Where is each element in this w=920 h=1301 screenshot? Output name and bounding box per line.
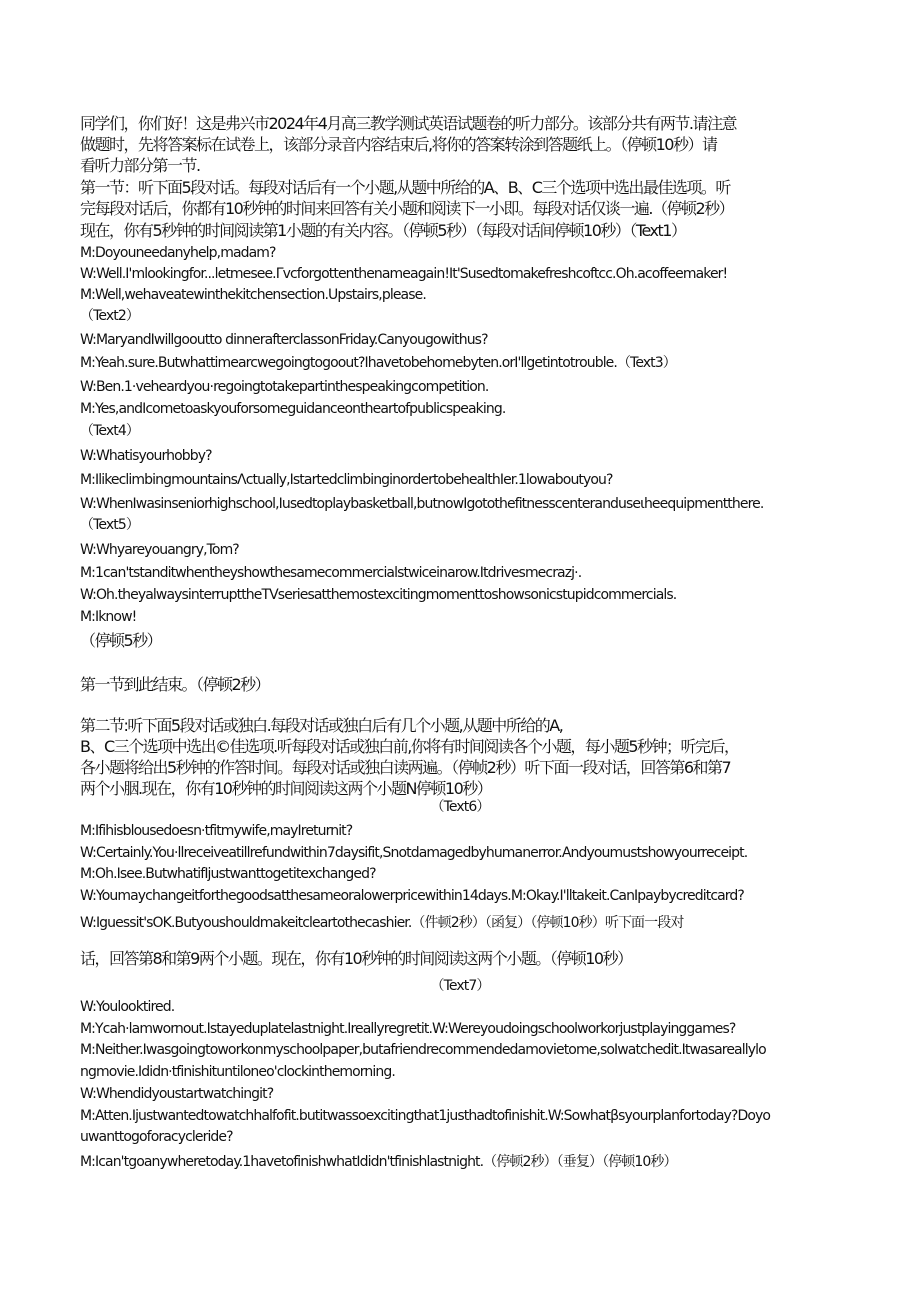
- dialogue-line: M:Ycah·lamwornout.Istayeduplatelastnight.Ireallyregretit.W:Wereyoudoingschoolworkorjustplayinggames?: [80, 1021, 736, 1037]
- dialogue-line: W:Whatisyourhobby?: [80, 448, 212, 464]
- instruction-line: 话，回答第8和第9两个小题。现在，你有10秒钟的时间阅读这两个小题。（停顿10秒）: [80, 949, 632, 968]
- dialogue-line: M:Doyouneedanyhelp,madam?: [80, 245, 276, 261]
- section2-instruction-line: B、C三个选项中选出©佳选项.听每段对话或独白前,你将有时间阅读各个小题，每小题5秒钟；听完后，: [80, 737, 739, 756]
- dialogue-line: ngmovie.Ididn·tfinishituntiloneo'clockinthemorning.: [80, 1064, 395, 1080]
- dialogue-line: M:Oh.Isee.ButwhatifIjustwanttogetitexchanged?: [80, 866, 376, 882]
- dialogue-line: W:Youmaychangeitforthegoodsatthesameoralowerpricewithin14days.M:Okay.I'lltakeit.CanIpaybycreditcard?: [80, 888, 744, 904]
- dialogue-line: M:Yeah.sure.Butwhattimearcwegoingtogoout?Ihavetobehomebyten.orI'llgetintotrouble.（Text3）: [80, 355, 676, 371]
- dialogue-line: M:Ican'tgoanywheretoday.1havetofinishwhatIdidn'tfinishlastnight.（停顿2秒）（垂复）（停顿10秒）: [80, 1154, 677, 1170]
- dialogue-line: M:IlikeclimbingmountainsΛctually,IstartedclimbinginordertobehealthIer.1lowaboutyou?: [80, 472, 613, 488]
- section2-instruction-line: 各小题将给出5秒钟的作答时间。每段对话或独白读两遍。（停帧2秒）听下面一段对话，回答第6和第7: [80, 758, 731, 777]
- intro-line: 同学们，你们好！这是弗兴市2024年4月高三教学测试英语试题卷的听力部分。该部分共有两节.请注意: [80, 114, 736, 133]
- dialogue-line: W:Ben.1·veheardyou·regoingtotakepartinthespeakingcompetition.: [80, 379, 489, 395]
- dialogue-line: W:MaryandIwillgooutto dinnerafterclassonFriday.Canyougowithus?: [80, 332, 488, 348]
- dialogue-line: W:Whyareyouangry,Tom?: [80, 542, 239, 558]
- intro-line: 看听力部分第一节.: [80, 156, 200, 175]
- pause-note: （停顿5秒）: [80, 631, 162, 650]
- section1-instruction-line: 现在，你有5秒钟的时间阅读第1小题的有关内容。（停顿5秒）（每段对话间停顿10秒）（Text1）: [80, 221, 686, 240]
- text-label: （Text6）: [430, 799, 490, 815]
- section1-instruction-line: 完每段对话后，你都有10秒钟的时间来回答有关小题和阅读下一小即。每段对话仅谈一遍.（停顿2秒）: [80, 199, 734, 218]
- dialogue-line: M:Well,wehaveatewinthekitchensection.Upstairs,please.: [80, 287, 426, 303]
- section1-end-line: 第一节到此结束。（停顿2秒）: [80, 675, 270, 694]
- dialogue-line: W:Iguessit'sOK.Butyoushouldmakeitcleartothecashier.（件顿2秒）（函复）（停顿10秒）听下面一段对: [80, 915, 684, 931]
- dialogue-line: W:Oh.theyalwaysinterrupttheTVseriesatthemostexcitingmomenttoshowsonicstupidcommercials.: [80, 587, 677, 603]
- dialogue-line: W:Certainly.You·llreceiveatillrefundwithin7daysifit,Snotdamagedbyhumanerror.Andyoumustshowyourreceipt.: [80, 845, 748, 861]
- section2-instruction-line: 两个小胭.现在，你有10秒钟的时间阅读这两个小题N停顿10秒）: [80, 779, 492, 798]
- dialogue-line: W:Whendidyoustartwatchingit?: [80, 1086, 274, 1102]
- dialogue-line: uwanttogoforacycleride?: [80, 1129, 233, 1145]
- intro-line: 做题时，先将答案标在试卷上，该部分录音内容结束后,将你的答案转涂到答题纸上。（停顿10秒）请: [80, 135, 717, 154]
- dialogue-line: M:Atten.Ijustwantedtowatchhalfofit.butitwassoexcitingthat1justhadtofinishit.W:Sowhatβsyourplanfortoday?Doyo: [80, 1108, 771, 1124]
- text-label: （Text7）: [430, 978, 490, 994]
- dialogue-line: M:Iknow!: [80, 609, 137, 625]
- text-label: （Text2）: [80, 308, 139, 324]
- dialogue-line: W:Well.I'mlookingfor...letmesee.Γvcforgottenthenameagain!It'Susedtomakefreshcoftcc.Oh.acoffeemaker!: [80, 266, 728, 282]
- dialogue-line: M:Neither.Iwasgoingtoworkonmyschoolpaper,butafriendrecommendedamovietome,soIwatchedit.Itwasareallylo: [80, 1042, 766, 1058]
- dialogue-line: M:1can'tstanditwhentheyshowthesamecommercialstwiceinarow.Itdrivesmecrazj·.: [80, 565, 582, 581]
- section2-instruction-line: 第二节:听下面5段对话或独白.每段对话或独白后有几个小题,从题中所给的A,: [80, 716, 563, 735]
- text-label: （Text5）: [80, 517, 139, 533]
- dialogue-line: M:Ifihisblousedoesn·tfitmywife,mayIreturnit?: [80, 823, 353, 839]
- dialogue-line: W:Youlooktired.: [80, 999, 175, 1015]
- text-label: （Text4）: [80, 423, 139, 439]
- section1-instruction-line: 第一节：听下面5段对话。每段对话后有一个小题,从题中所给的A、B、C三个选项中选出最佳选项。听: [80, 178, 730, 197]
- dialogue-line: M:Yes,andIcometoaskyouforsomeguidanceontheartofpublicspeaking.: [80, 401, 506, 417]
- dialogue-line: W:WhenIwasinseniorhighschool,Iusedtoplaybasketball,butnowIgotothefitnesscenteranduseιheequipmentthere.: [80, 496, 764, 512]
